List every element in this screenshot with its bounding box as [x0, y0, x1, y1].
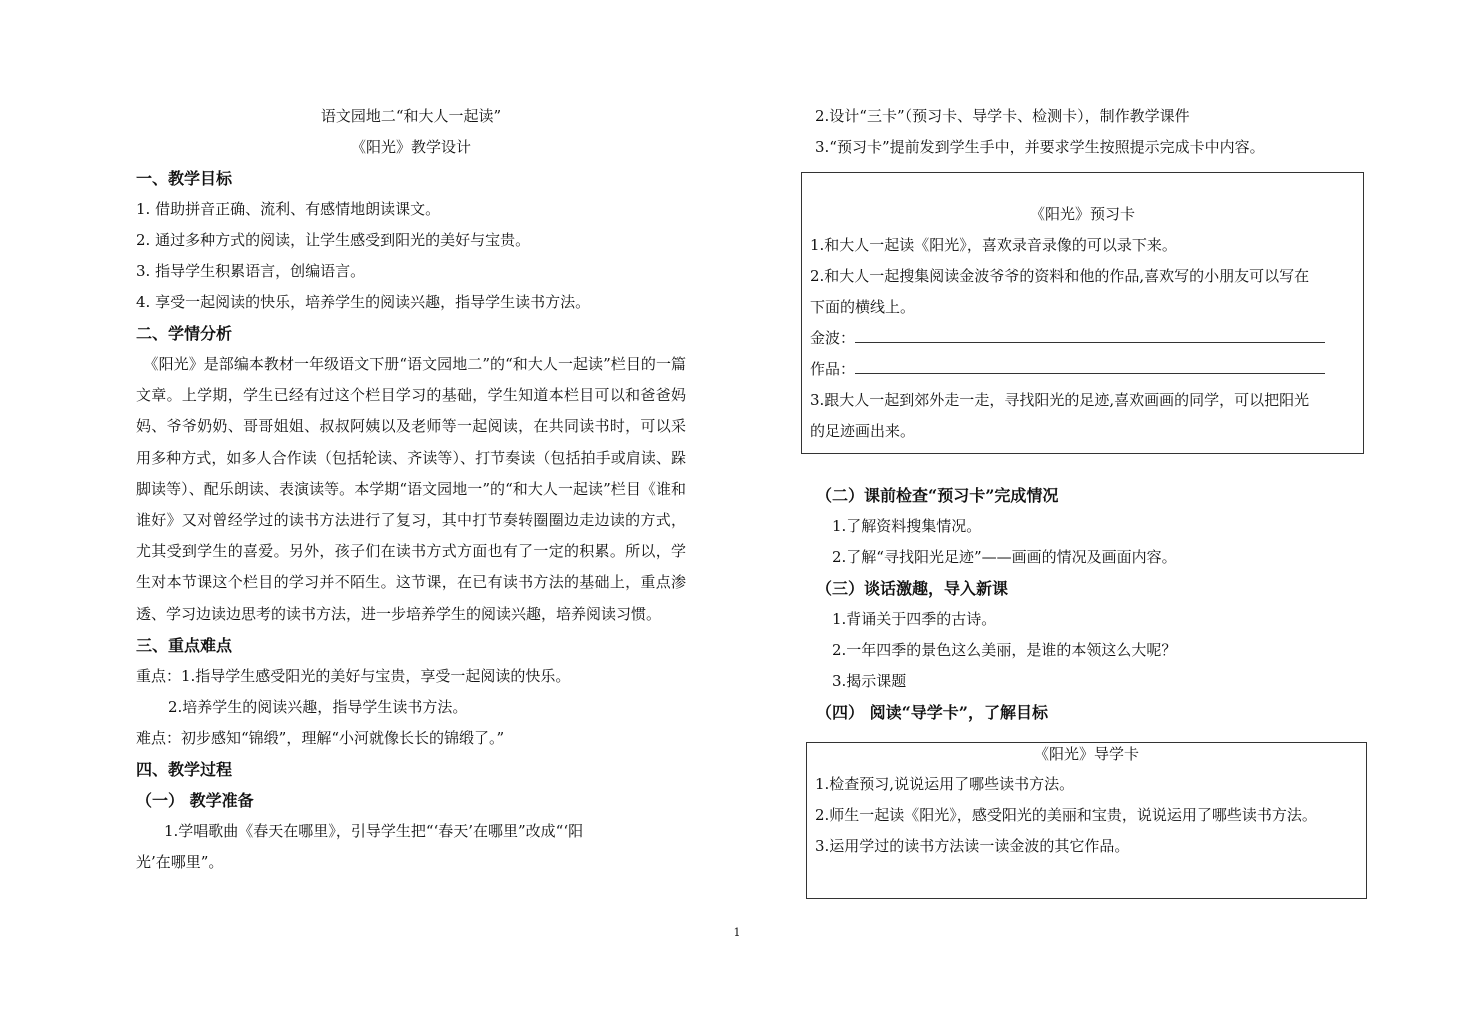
goal-item: 1. 借助拼音正确、流利、有感情地朗读课文。 [136, 200, 441, 218]
sub-guide-heading: （四） 阅读“导学卡”，了解目标 [816, 703, 1048, 722]
section-process-heading: 四、教学过程 [136, 759, 233, 779]
preview-field-jinbo [810, 323, 1355, 354]
section-key-heading: 三、重点难点 [136, 635, 233, 655]
prep-item-1: 1.学唱歌曲《春天在哪里》，引导学生把“‘春天’在哪里”改成“‘阳 [164, 821, 584, 840]
field-label: 金波： [810, 329, 856, 347]
preview-item-2: 2.和大人一起搜集阅读金波爷爷的资料和他的作品,喜欢写的小朋友可以写在 [810, 267, 1310, 285]
analysis-paragraph: 《阳光》是部编本教材一年级语文下册“语文园地二”的“和大人一起读”栏目的一篇文章。上学期，学生已经有过这个栏目学习的基础，学生知道本栏目可以和爸爸妈妈、爷爷奶奶、哥哥姐姐、叔叔阿姨以及老师等一起阅读，在共同读书时，可以采用多种方式，如多人合作读（包括轮读、齐读等）、打节奏读（包括拍手或肩读、跺脚读等）、配乐朗读、表演读等。本学期“语文园地一”的“和大人一起读”栏目《谁和谁好》又对曾经学过的读书方法进行了复习，其中打节奏转圈圈边走边读的方式，尤其受到学生的喜爱。另外，孩子们在读书方式方面也有了一定的积累。所以，学生对本节课这个栏目的学习并不陌生。这节课，在已有读书方法的基础上，重点渗透、学习边读边思考的读书方法，进一步培养学生的阅读兴趣，培养阅读习惯。 [136, 355, 686, 623]
guide-item-1: 1.检查预习,说说运用了哪些读书方法。 [815, 775, 1075, 793]
prep-item-2: 2.设计“三卡”（预习卡、导学卡、检测卡），制作教学课件 [815, 107, 1190, 125]
blank-line[interactable] [855, 355, 1325, 374]
sub-check-heading: （二）课前检查“预习卡”完成情况 [816, 486, 1059, 505]
prep-item-1-cont: 光’在哪里”。 [136, 852, 224, 871]
goal-item: 4. 享受一起阅读的快乐，培养学生的阅读兴趣，指导学生读书方法。 [136, 293, 591, 311]
preview-item-1: 1.和大人一起读《阳光》，喜欢录音录像的可以录下来。 [810, 236, 1177, 254]
blank-line[interactable] [855, 324, 1325, 343]
section-goals-heading: 一、教学目标 [136, 169, 233, 188]
left-column [136, 101, 686, 878]
preview-card [801, 172, 1364, 454]
guide-card-title: 《阳光》导学卡 [1033, 745, 1139, 763]
field-label: 作品： [810, 360, 856, 378]
intro-item-1: 1.背诵关于四季的古诗。 [832, 610, 997, 628]
key-point-2: 2.培养学生的阅读兴趣，指导学生读书方法。 [168, 697, 468, 716]
difficulty-point: 难点：初步感知“锦缎”，理解“小河就像长长的锦缎了。” [136, 728, 505, 747]
preview-field-works [810, 354, 1355, 385]
intro-item-3: 3.揭示课题 [832, 672, 907, 690]
right-column [800, 101, 1370, 163]
sub-intro-heading: （三）谈话激趣，导入新课 [816, 579, 1009, 598]
section-analysis-heading: 二、学情分析 [136, 324, 233, 343]
sub-prep-heading: （一） 教学准备 [136, 790, 254, 810]
guide-item-3: 3.运用学过的读书方法读一读金波的其它作品。 [815, 837, 1130, 855]
preview-card-title: 《阳光》预习卡 [1029, 205, 1135, 223]
check-item-2: 2.了解“寻找阳光足迹”——画画的情况及画面内容。 [832, 548, 1177, 566]
preview-item-3: 3.跟大人一起到郊外走一走，寻找阳光的足迹,喜欢画画的同学，可以把阳光 [810, 391, 1310, 409]
doc-title: 语文园地二“和大人一起读” [320, 107, 502, 125]
intro-item-2: 2.一年四季的景色这么美丽，是谁的本领这么大呢？ [832, 641, 1177, 659]
page-number: 1 [733, 926, 741, 939]
preview-item-2-cont: 下面的横线上。 [810, 298, 916, 316]
preview-item-3-cont: 的足迹画出来。 [810, 422, 916, 440]
right-column-middle [816, 480, 1376, 728]
goal-item: 2. 通过多种方式的阅读，让学生感受到阳光的美好与宝贵。 [136, 231, 531, 249]
guide-item-2: 2.师生一起读《阳光》，感受阳光的美丽和宝贵，说说运用了哪些读书方法。 [815, 806, 1317, 824]
prep-item-3: 3.“预习卡”提前发到学生手中，并要求学生按照提示完成卡中内容。 [815, 138, 1265, 156]
guide-card [806, 742, 1367, 899]
check-item-1: 1.了解资料搜集情况。 [832, 517, 982, 535]
doc-subtitle: 《阳光》教学设计 [350, 138, 471, 156]
key-point-1: 重点：1.指导学生感受阳光的美好与宝贵，享受一起阅读的快乐。 [136, 666, 571, 685]
goal-item: 3. 指导学生积累语言，创编语言。 [136, 262, 366, 280]
